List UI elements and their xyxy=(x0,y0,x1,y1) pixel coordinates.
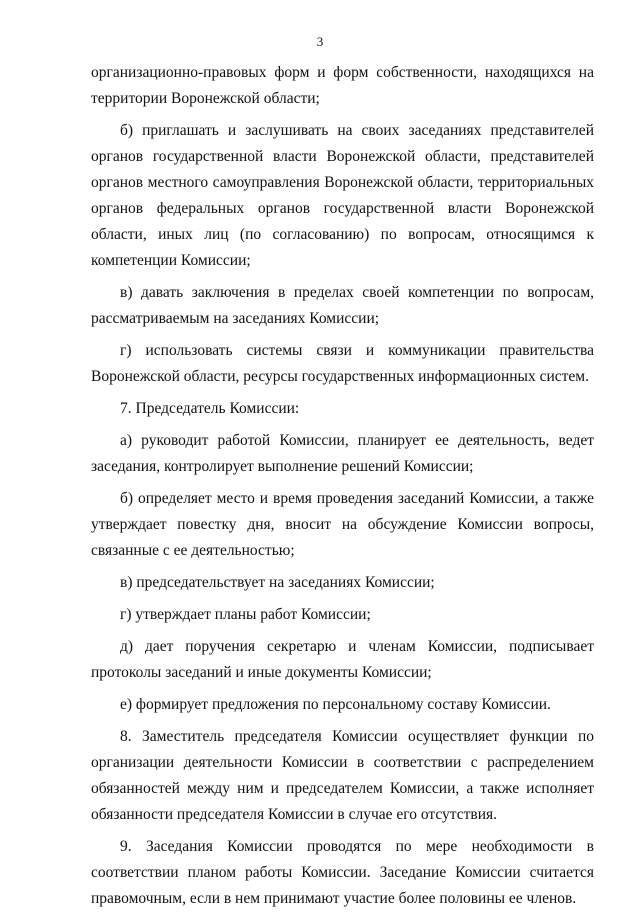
paragraph-item-b-invite: б) приглашать и заслушивать на своих заседаниях представителей органов государственной власти Воронежской области, представителей органов местного самоуправления Воронежской области, территориальных органов федеральных органов государственной власти Воронежской области, иных лиц (по согласованию) по вопросам, относящимся к компетенции Комиссии; xyxy=(91,122,594,269)
paragraph-section-8: 8. Заместитель председателя Комиссии осуществляет функции по организации деятельности Комиссии в соответствии с распределением обязанностей между ним и председателем Комиссии, а также исполняет обязанности председателя Комиссии в случае его отсутствия. xyxy=(91,728,594,823)
paragraph-item-a-leads: а) руководит работой Комиссии, планирует ее деятельность, ведет заседания, контролирует выполнение решений Комиссии; xyxy=(91,432,594,475)
paragraph-item-d-instructions: д) дает поручения секретарю и членам Комиссии, подписывает протоколы заседаний и иные документы Комиссии; xyxy=(91,638,594,681)
paragraph-item-e-proposals: е) формирует предложения по персональному составу Комиссии. xyxy=(120,696,551,713)
paragraph-item-v-chairs: в) председательствует на заседаниях Комиссии; xyxy=(120,574,435,591)
paragraph-section-7-heading: 7. Председатель Комиссии: xyxy=(120,400,300,417)
paragraph-item-g-approves: г) утверждает планы работ Комиссии; xyxy=(120,606,371,623)
paragraph-item-b-schedule: б) определяет место и время проведения заседаний Комиссии, а также утверждает повестку дня, вносит на обсуждение Комиссии вопросы, связанные с ее деятельностью; xyxy=(91,490,594,559)
page-number: 3 xyxy=(316,34,324,49)
paragraph-section-9: 9. Заседания Комиссии проводятся по мере необходимости в соответствии планом работы Комиссии. Заседание Комиссии считается правомочным, если в нем принимают участие более половины ее членов. xyxy=(91,838,594,907)
paragraph-continuation: организационно-правовых форм и форм собственности, находящихся на территории Воронежской области; xyxy=(91,64,594,107)
document-body xyxy=(91,60,594,918)
paragraph-item-g-communications: г) использовать системы связи и коммуникации правительства Воронежской области, ресурсы государственных информационных систем. xyxy=(91,342,594,385)
paragraph-item-v-conclusions: в) давать заключения в пределах своей компетенции по вопросам, рассматриваемым на заседаниях Комиссии; xyxy=(91,284,594,327)
